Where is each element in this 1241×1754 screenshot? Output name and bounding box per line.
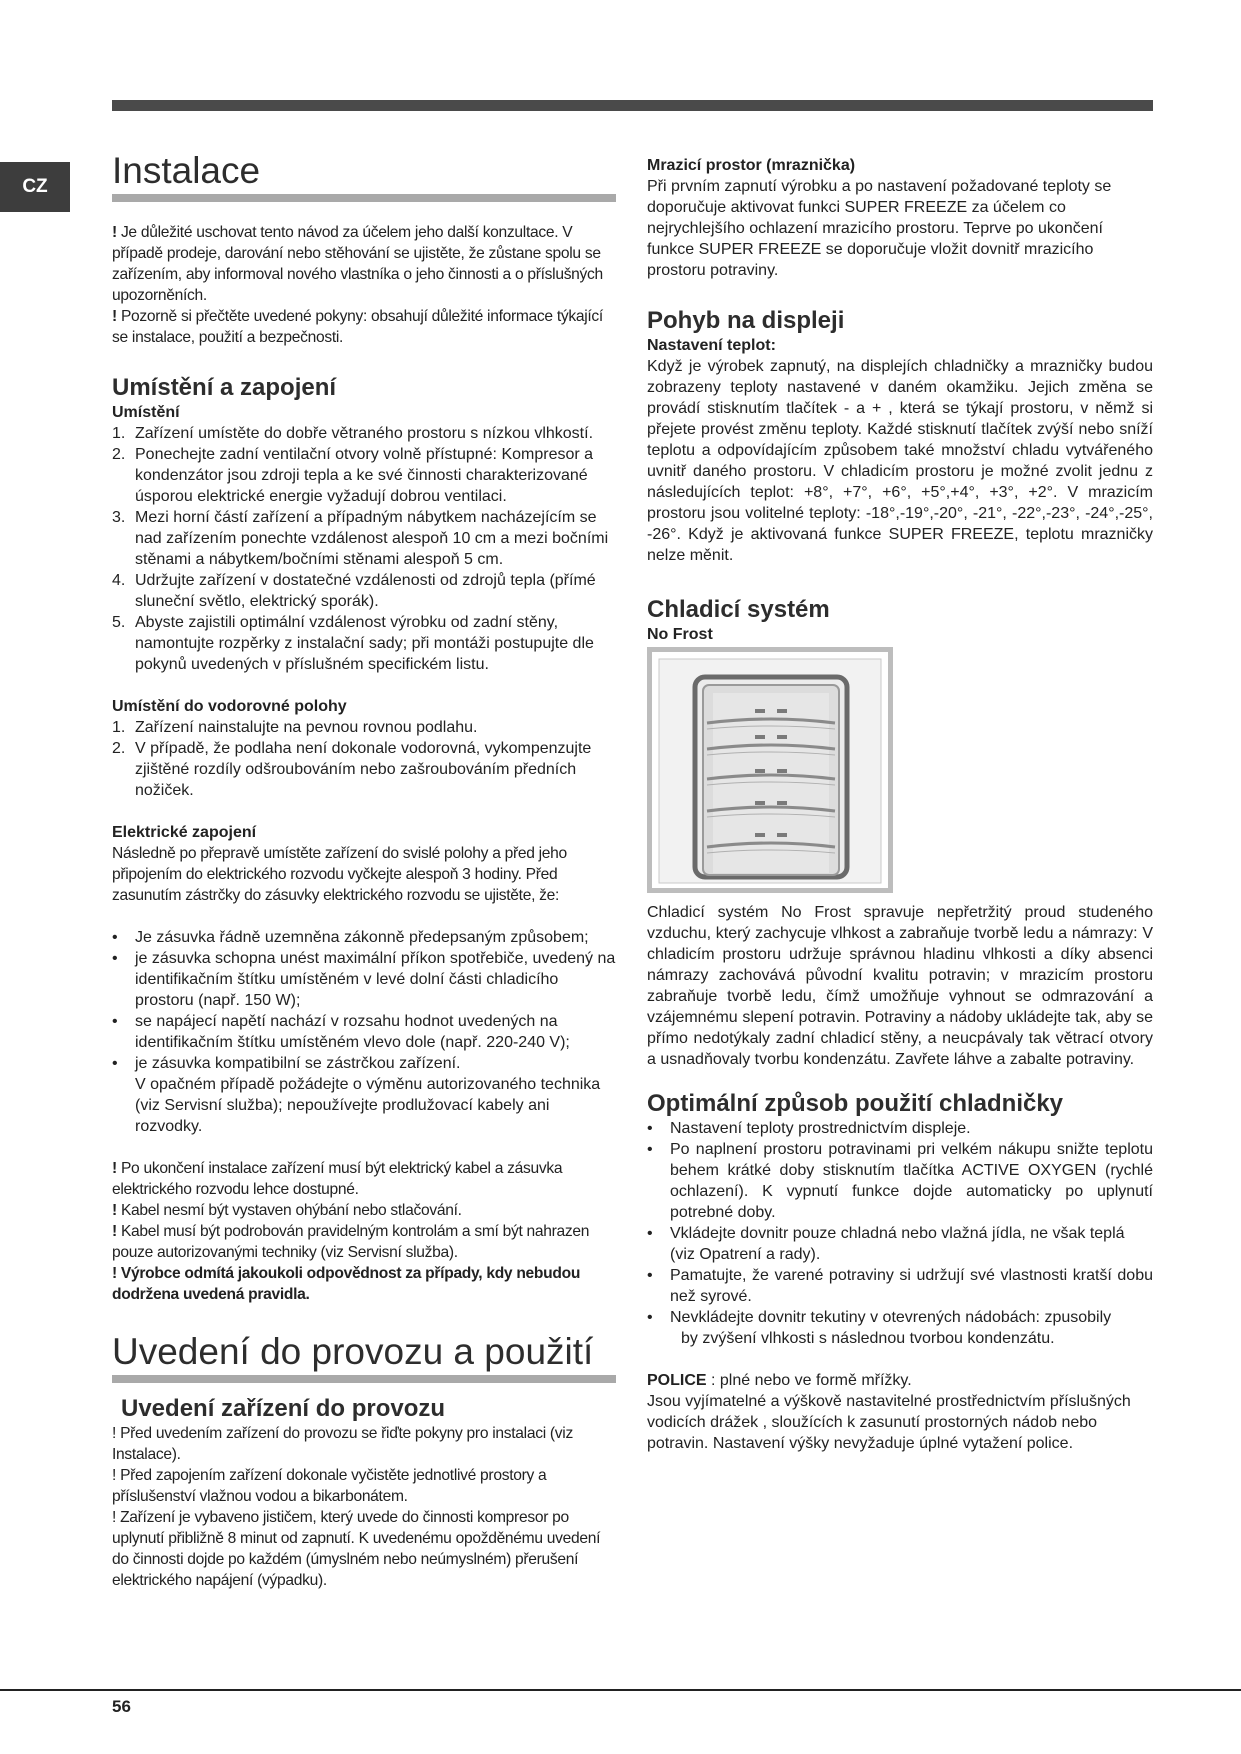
intro-note-2-text: Pozorně si přečtěte uvedené pokyny: obsahují důležité informace týkající se instalace, použití a bezpečnosti.	[112, 308, 603, 346]
umisteni-list	[112, 423, 616, 675]
heading-instalace: Instalace	[112, 150, 616, 202]
list-item: • Nastavení teploty prostrednictvím displeje.	[647, 1120, 971, 1137]
optimalni-bullets	[647, 1118, 1153, 1328]
right-column	[647, 155, 1153, 1454]
list-item: 1. Zařízení nainstalujte na pevnou rovnou podlahu.	[112, 719, 478, 736]
warning-mark: !	[112, 308, 117, 325]
subheading-umisteni: Umístění	[112, 404, 180, 421]
optimalni-continuation: by zvýšení vlhkosti s následnou tvorbou kondenzátu.	[681, 1330, 1055, 1347]
header-rule	[112, 100, 1153, 111]
subheading-nastaveni: Nastavení teplot:	[647, 337, 776, 354]
uvedeni-line-3: ! Zařízení je vybaveno jističem, který uvede do činnosti kompresor po uplynutí přibližně 8 minut od zapnutí. K uvedenému opožděnému uvedení do činnosti dojde po každém (úmyslném nebo neúmyslném) přerušení elektrického napájení (výpadku).	[112, 1509, 601, 1589]
mrazici-text: Při prvním zapnutí výrobku a po nastavení požadované teploty se doporučuje aktivovat funkci SUPER FREEZE za účelem co nejrychlejšího ochlazení mrazicího prostoru. Teprve po ukončení funkce SUPER FREEZE se doporučuje vložit dovnitř mrazicího prostoru potraviny.	[647, 178, 1112, 279]
list-item: • Je zásuvka řádně uzemněna zákonně předepsaným způsobem;	[112, 929, 589, 946]
list-item: • Po naplnení prostoru potravinami pri velkém nákupu snižte teplotu behem krátké doby stisknutím tlačítka ACTIVE OXYGEN (rychlé ochlazení). K vypnutí funkce dojde automaticky po uplynutí potrebné doby.	[647, 1141, 1153, 1221]
intro-notes	[112, 222, 616, 348]
chladici-text: Chladicí systém No Frost spravuje nepřetržitý proud studeného vzduchu, který zachycuje vlhkost a zabraňuje tvorbě ledu a námrazy: V chladicím prostoru udržuje správnou hladinu vlhkosti a díky absenci námrazy zachovává původní kvalitu potravin; v mrazicím prostoru zabraňuje tvorbě ledu, čímž umožňuje vyhnout se odmrazování a vzájemnému slepení potravin. Potraviny a nádoby ukládejte tak, aby se přímo nedotýkaly zadní chladicí stěny, a neucpávaly tak větrací otvory a usnadňovaly tvorbu kondenzátu. Zavřete láhve a zabalte potraviny.	[647, 904, 1153, 1068]
list-item: 1. Zařízení umístěte do dobře větraného prostoru s nízkou vlhkostí.	[112, 425, 594, 442]
list-item: • je zásuvka schopna unést maximální příkon spotřebiče, uvedený na identifikačním štítku umístěném v levé dolní části chladicího prostoru (např. 150 W);	[112, 950, 616, 1009]
warning-3: ! Kabel musí být podrobován pravidelným kontrolám a smí být nahrazen pouze autorizovanými techniky (viz Servisní služba).	[112, 1223, 590, 1261]
subheading-elektricke: Elektrické zapojení	[112, 824, 257, 841]
list-item: 5. Abyste zajistili optimální vzdálenost výrobku od zadní stěny, namontujte rozpěrky z instalační sady; při montáži postupujte dle pokynů uvedených v příslušném specifickém listu.	[112, 614, 594, 673]
elektricke-note: V opačném případě požádejte o výměnu autorizovaného technika (viz Servisní služba); nepoužívejte prodlužovací kabely ani rozvodky.	[135, 1076, 601, 1135]
police-line	[647, 1370, 1153, 1391]
police-text: Jsou vyjímatelné a výškově nastavitelné prostřednictvím příslušných vodicích drážek , sloužících k zasunutí prostorných nádob nebo potravin. Nastavení výšky nevyžaduje úplné vytažení police.	[647, 1393, 1131, 1452]
left-column	[112, 150, 616, 1591]
warning-2: ! Kabel nesmí být vystaven ohýbání nebo stlačování.	[112, 1202, 462, 1219]
heading-optimalni: Optimální způsob použití chladničky	[647, 1090, 1064, 1117]
heading-chladici: Chladicí systém	[647, 596, 830, 623]
footer-rule	[0, 1689, 1241, 1691]
warning-mark: !	[112, 224, 117, 241]
list-item: • Vkládejte dovnitr pouze chladná nebo vlažná jídla, ne však teplá (viz Opatrení a rady).	[647, 1225, 1125, 1263]
list-item: 2. V případě, že podlaha není dokonale vodorovná, vykompenzujte zjištěné rozdíly odšroubováním nebo zašroubováním předních nožiček.	[112, 740, 592, 799]
page-number: 56	[112, 1697, 131, 1716]
list-item: • Pamatujte, že varené potraviny si udržují své vlastnosti kratší dobu než syrové.	[647, 1267, 1153, 1305]
heading-pohyb: Pohyb na displeji	[647, 307, 845, 334]
subheading-nofrost: No Frost	[647, 626, 713, 643]
heading-umisteni-zapojeni: Umístění a zapojení	[112, 374, 337, 401]
intro-note-1	[112, 222, 616, 306]
vodorovne-list	[112, 717, 616, 801]
list-item: 4. Udržujte zařízení v dostatečné vzdálenosti od zdrojů tepla (přímé sluneční světlo, elektrický sporák).	[112, 572, 596, 610]
uvedeni-text	[112, 1423, 616, 1591]
heading-uvedeni: Uvedení do provozu a použití	[112, 1331, 616, 1383]
list-item: • je zásuvka kompatibilní se zástrčkou zařízení. V opačném případě požádejte o výměnu autorizovaného technika (viz Servisní služba); nepoužívejte prodlužovací kabely ani rozvodky.	[112, 1055, 601, 1135]
warning-bold: ! Výrobce odmítá jakoukoli odpovědnost za případy, kdy nebudou dodržena uvedená pravidla.	[112, 1265, 581, 1303]
subheading-mrazici: Mrazicí prostor (mraznička)	[647, 157, 856, 174]
warning-1: ! Po ukončení instalace zařízení musí být elektrický kabel a zásuvka elektrického rozvodu lehce dostupné.	[112, 1160, 563, 1198]
warnings	[112, 1158, 616, 1305]
elektricke-bullets	[112, 927, 616, 1137]
fridge-interior-image	[647, 647, 893, 893]
intro-note-1-text: Je důležité uschovat tento návod za účelem jeho další konzultace. V případě prodeje, darování nebo stěhování se ujistěte, že zůstane spolu se zařízením, aby informoval nového vlastníka o jeho činnosti a o příslušných upozorněních.	[112, 224, 603, 304]
list-item: 2. Ponechejte zadní ventilační otvory volně přístupné: Kompresor a kondenzátor jsou zdroji tepla a ke své činnosti charakterizované úsporou elektrické energie vyžadují dobrou ventilaci.	[112, 446, 594, 505]
list-item: • Nevkládejte dovnitr tekutiny v otevrených nádobách: zpusobily	[647, 1309, 1112, 1326]
elektricke-text: Následně po přepravě umístěte zařízení do svislé polohy a před jeho připojením do elektrického rozvodu vyčkejte alespoň 3 hodiny. Před zasunutím zástrčky do zásuvky elektrického rozvodu se ujistěte, že:	[112, 845, 567, 904]
police-rest: : plné nebo ve formě mřížky.	[706, 1372, 912, 1389]
uvedeni-line-1: ! Před uvedením zařízení do provozu se řiďte pokyny pro instalaci (viz Instalace).	[112, 1425, 573, 1463]
language-tab: CZ	[0, 162, 70, 212]
subheading-vodorovne: Umístění do vodorovné polohy	[112, 698, 347, 715]
list-item: 3. Mezi horní částí zařízení a případným nábytkem nacházejícím se nad zařízením ponechte vzdálenost alespoň 10 cm a mezi bočními stěnami a nábytkem/bočními stěnami alespoň 5 cm.	[112, 509, 609, 568]
pohyb-text: Když je výrobek zapnutý, na displejích chladničky a mrazničky budou zobrazeny teploty nastavené v daném okamžiku. Jejich změna se provádí stisknutím tlačítek - a + , která se týkají prostoru, v němž si přejete provést změnu teploty. Každé stisknutí tlačítek zvýší nebo sníží teplotu a odpovídajícím způsobem také množství chladu vytvářeného uvnitř daného prostoru. V chladicím prostoru je možné zvolit jednu z následujících teplot: +8°, +7°, +6°, +5°,+4°, +3°, +2°. V mrazicím prostoru jsou volitelné teploty: -18°,-19°,-20°, -21°, -22°,-23°, -24°,-25°, -26°. Když je aktivovaná funkce SUPER FREEZE, teplotu mrazničky nelze měnit.	[647, 358, 1153, 564]
uvedeni-line-2: ! Před zapojením zařízení dokonale vyčistěte jednotlivé prostory a příslušenství vlažnou vodou a bikarbonátem.	[112, 1467, 547, 1505]
list-item: • se napájecí napětí nachází v rozsahu hodnot uvedených na identifikačním štítku umístěném vlevo dole (např. 220-240 V);	[112, 1013, 570, 1051]
heading-uvedeni-zarizeni: Uvedení zařízení do provozu	[121, 1395, 446, 1422]
police-label: POLICE	[647, 1372, 707, 1389]
intro-note-2	[112, 306, 616, 348]
